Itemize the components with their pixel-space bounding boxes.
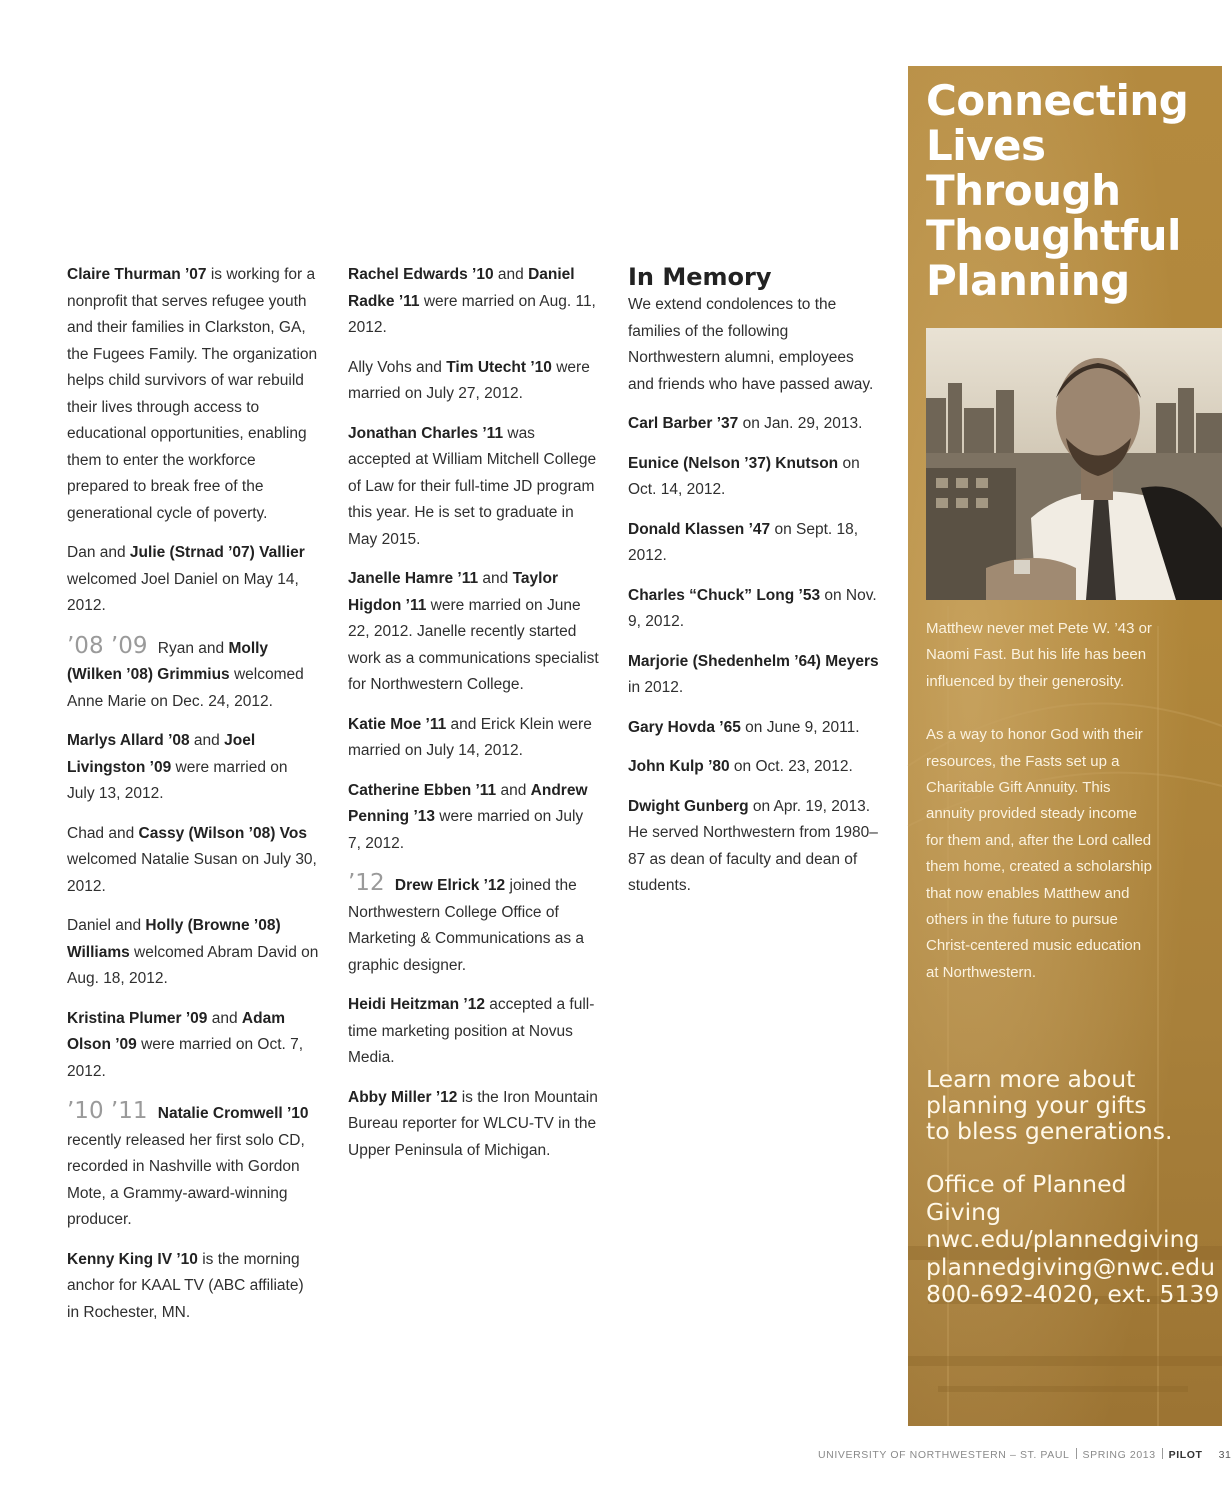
callout-line: Learn more about bbox=[926, 1065, 1136, 1093]
person-name: Andrew Penning ’13 bbox=[348, 781, 588, 825]
entry-text: on Sept. 18, 2012. bbox=[628, 520, 859, 564]
alumni-note bbox=[67, 540, 319, 620]
person-name: Molly (Wilken ’08) Grimmius bbox=[67, 639, 269, 683]
entry-text: and bbox=[493, 266, 529, 283]
alumni-note bbox=[348, 992, 600, 1072]
planned-giving-sidebar bbox=[908, 66, 1222, 1426]
entry-text: on Oct. 23, 2012. bbox=[729, 758, 853, 775]
entry-text: on Oct. 14, 2012. bbox=[628, 454, 860, 498]
entry-text: joined the Northwestern College Office of Marketing & Communications as a graphic designer. bbox=[348, 877, 585, 974]
alumni-note bbox=[67, 1006, 319, 1086]
entry-text: were married on July 27, 2012. bbox=[348, 358, 590, 402]
in-memory-list bbox=[628, 411, 880, 900]
person-name: Natalie Cromwell ’10 bbox=[157, 1105, 309, 1122]
person-name: John Kulp ’80 bbox=[628, 758, 730, 775]
sidebar-story bbox=[926, 616, 1156, 1013]
entry-text: and bbox=[478, 570, 513, 587]
person-name: Adam Olson ’09 bbox=[67, 1009, 285, 1053]
alumni-news-column-2 bbox=[348, 262, 600, 1177]
story-paragraph: Matthew never met Pete W. ’43 or Naomi Fast. But his life has been influenced by their generosity. bbox=[926, 620, 1152, 690]
contact-info bbox=[926, 1171, 1222, 1309]
title-line: Connecting bbox=[926, 76, 1189, 125]
entry-text: welcomed Anne Marie on Dec. 24, 2012. bbox=[67, 666, 304, 710]
entry-text: Chad and bbox=[67, 824, 139, 842]
page-number: 31 bbox=[1218, 1449, 1231, 1461]
entry-text: and bbox=[207, 1009, 242, 1027]
alumni-note bbox=[348, 421, 600, 554]
in-memory-heading: In Memory bbox=[628, 263, 772, 291]
person-name: Abby Miller ’12 bbox=[348, 1088, 458, 1106]
entry-text: in 2012. bbox=[628, 679, 684, 696]
entry-text: welcomed Abram David on Aug. 18, 2012. bbox=[67, 943, 319, 987]
entry-text: were married on July 13, 2012. bbox=[67, 758, 288, 802]
entry-text: were married on July 7, 2012. bbox=[348, 808, 584, 852]
memorial-entry bbox=[628, 715, 880, 742]
person-name: Janelle Hamre ’11 bbox=[348, 570, 479, 587]
alumni-note bbox=[67, 1247, 319, 1327]
person-name: Daniel Radke ’11 bbox=[348, 266, 575, 310]
alumni-note bbox=[348, 1085, 600, 1165]
alumni-note bbox=[348, 778, 600, 858]
alumni-note bbox=[348, 262, 600, 342]
alumni-note bbox=[67, 262, 319, 527]
learn-more-callout bbox=[926, 1066, 1216, 1144]
alumni-note bbox=[67, 913, 319, 993]
class-year-marker: ’12 bbox=[348, 870, 385, 896]
class-year-marker: ’08 ’09 bbox=[67, 632, 148, 659]
person-name: Carl Barber ’37 bbox=[628, 415, 739, 432]
alumni-note bbox=[348, 712, 600, 765]
person-name: Dwight Gunberg bbox=[628, 797, 749, 815]
sidebar-title bbox=[926, 78, 1216, 303]
person-name: Gary Hovda ’65 bbox=[628, 718, 741, 736]
entry-text: and bbox=[189, 732, 225, 749]
email-link[interactable]: plannedgiving@nwc.edu bbox=[926, 1252, 1215, 1281]
entry-text: Dan and bbox=[67, 544, 130, 561]
memorial-entry bbox=[628, 517, 880, 570]
person-name: Marjorie (Shedenhelm ’64) Meyers bbox=[628, 652, 879, 670]
person-name: Jonathan Charles ’11 bbox=[348, 424, 504, 442]
alumni-news-column-1 bbox=[67, 262, 319, 1339]
alumni-note bbox=[67, 728, 319, 808]
memorial-entry bbox=[628, 794, 880, 900]
website-link[interactable]: nwc.edu/plannedgiving bbox=[926, 1225, 1200, 1253]
entry-text: is the Iron Mountain Bureau reporter for WLCU-TV in the Upper Peninsula of Michigan. bbox=[348, 1088, 598, 1159]
memorial-entry bbox=[628, 583, 880, 636]
entry-text: Ally Vohs and bbox=[348, 358, 447, 376]
memorial-entry bbox=[628, 411, 880, 438]
entry-text: welcomed Natalie Susan on July 30, 2012. bbox=[67, 851, 317, 895]
in-memory-intro: We extend condolences to the families of the following Northwestern alumni, employees and friends who have passed away. bbox=[628, 296, 874, 393]
person-name: Drew Elrick ’12 bbox=[394, 877, 506, 894]
footer-divider bbox=[1076, 1448, 1077, 1459]
footer-magazine: PILOT bbox=[1168, 1449, 1203, 1461]
title-line: Planning bbox=[926, 256, 1130, 305]
story-paragraph: As a way to honor God with their resources, the Fasts set up a Charitable Gift Annuity. This annuity provided steady income for them and, after the Lord called them home, created a scholarship that now enables Matthew and others in the future to pursue Christ-centered music education at Northwestern. bbox=[926, 726, 1152, 981]
title-line: Through bbox=[926, 166, 1121, 215]
entry-text: recently released her first solo CD, recorded in Nashville with Gordon Mote, a Grammy-award-winning producer. bbox=[67, 1131, 305, 1228]
entry-text: is working for a nonprofit that serves refugee youth and their families in Clarkston, GA, the Fugees Family. The organization helps child survivors of war rebuild their lives through access to educational opportunities, enabling them to enter the workforce prepared to break free of the generational cycle of poverty. bbox=[67, 266, 318, 522]
person-name: Catherine Ebben ’11 bbox=[348, 781, 497, 799]
person-name: Kenny King IV ’10 bbox=[67, 1250, 198, 1268]
alumni-note bbox=[67, 633, 319, 716]
person-name: Eunice (Nelson ’37) Knutson bbox=[628, 454, 839, 472]
entry-text: is the morning anchor for KAAL TV (ABC affiliate) in Rochester, MN. bbox=[67, 1250, 304, 1321]
title-line: Lives bbox=[926, 121, 1046, 170]
entry-text: and bbox=[496, 781, 531, 799]
entry-text: on June 9, 2011. bbox=[740, 718, 860, 736]
alumni-note bbox=[348, 355, 600, 408]
callout-line: planning your gifts bbox=[926, 1091, 1147, 1119]
entry-text: on Jan. 29, 2013. bbox=[738, 415, 863, 432]
person-name: Charles “Chuck” Long ’53 bbox=[628, 586, 821, 604]
entry-text: were married on Oct. 7, 2012. bbox=[67, 1036, 304, 1080]
entry-text: accepted a full-time marketing position at Novus Media. bbox=[348, 996, 595, 1066]
entry-text: was accepted at William Mitchell College of Law for their full-time JD program this year. He is set to graduate in May 2015. bbox=[348, 424, 597, 548]
person-name: Marlys Allard ’08 bbox=[67, 732, 190, 749]
matthew-portrait-photo bbox=[926, 328, 1222, 600]
person-name: Cassy (Wilson ’08) Vos bbox=[138, 824, 307, 842]
person-name: Katie Moe ’11 bbox=[348, 715, 447, 733]
entry-text: on Nov. 9, 2012. bbox=[628, 586, 877, 630]
office-name-line: Giving bbox=[926, 1197, 1001, 1226]
person-name: Heidi Heitzman ’12 bbox=[348, 996, 485, 1013]
person-name: Claire Thurman ’07 bbox=[67, 266, 207, 283]
footer-divider bbox=[1162, 1448, 1163, 1459]
in-memory-column bbox=[628, 262, 880, 913]
person-name: Taylor Higdon ’11 bbox=[348, 570, 558, 614]
alumni-note bbox=[348, 870, 600, 979]
footer-school: UNIVERSITY OF NORTHWESTERN – ST. PAUL bbox=[818, 1449, 1070, 1461]
entry-text: on Apr. 19, 2013. He served Northwestern from 1980–87 as dean of faculty and dean of students. bbox=[628, 797, 878, 894]
entry-text: and Erick Klein were married on July 14, 2012. bbox=[348, 715, 592, 759]
person-name: Julie (Strnad ’07) Vallier bbox=[129, 544, 305, 561]
memorial-entry bbox=[628, 754, 880, 781]
office-name-line: Office of Planned bbox=[926, 1170, 1127, 1198]
memorial-entry bbox=[628, 649, 880, 702]
title-line: Thoughtful bbox=[926, 211, 1181, 260]
alumni-note bbox=[348, 566, 600, 699]
entry-text: were married on Aug. 11, 2012. bbox=[348, 292, 596, 336]
phone-number: 800-692-4020, ext. 5139 bbox=[926, 1280, 1220, 1308]
entry-text: were married on June 22, 2012. Janelle recently started work as a communications specialist for Northwestern College. bbox=[348, 596, 599, 693]
entry-text: Ryan and bbox=[153, 639, 229, 657]
footer-issue: SPRING 2013 bbox=[1082, 1449, 1156, 1461]
memorial-entry bbox=[628, 451, 880, 504]
person-name: Donald Klassen ’47 bbox=[628, 520, 771, 538]
alumni-note bbox=[67, 821, 319, 901]
person-name: Rachel Edwards ’10 bbox=[348, 266, 494, 283]
class-year-marker: ’10 ’11 bbox=[67, 1098, 148, 1124]
callout-line: to bless generations. bbox=[926, 1117, 1173, 1145]
person-name: Kristina Plumer ’09 bbox=[67, 1009, 208, 1027]
person-name: Holly (Browne ’08) Williams bbox=[67, 917, 281, 961]
page-footer bbox=[818, 1448, 1231, 1461]
person-name: Joel Livingston ’09 bbox=[67, 732, 256, 776]
entry-text: Daniel and bbox=[67, 917, 146, 934]
entry-text: welcomed Joel Daniel on May 14, 2012. bbox=[67, 570, 299, 614]
alumni-note bbox=[67, 1098, 319, 1234]
person-name: Tim Utecht ’10 bbox=[446, 358, 552, 376]
